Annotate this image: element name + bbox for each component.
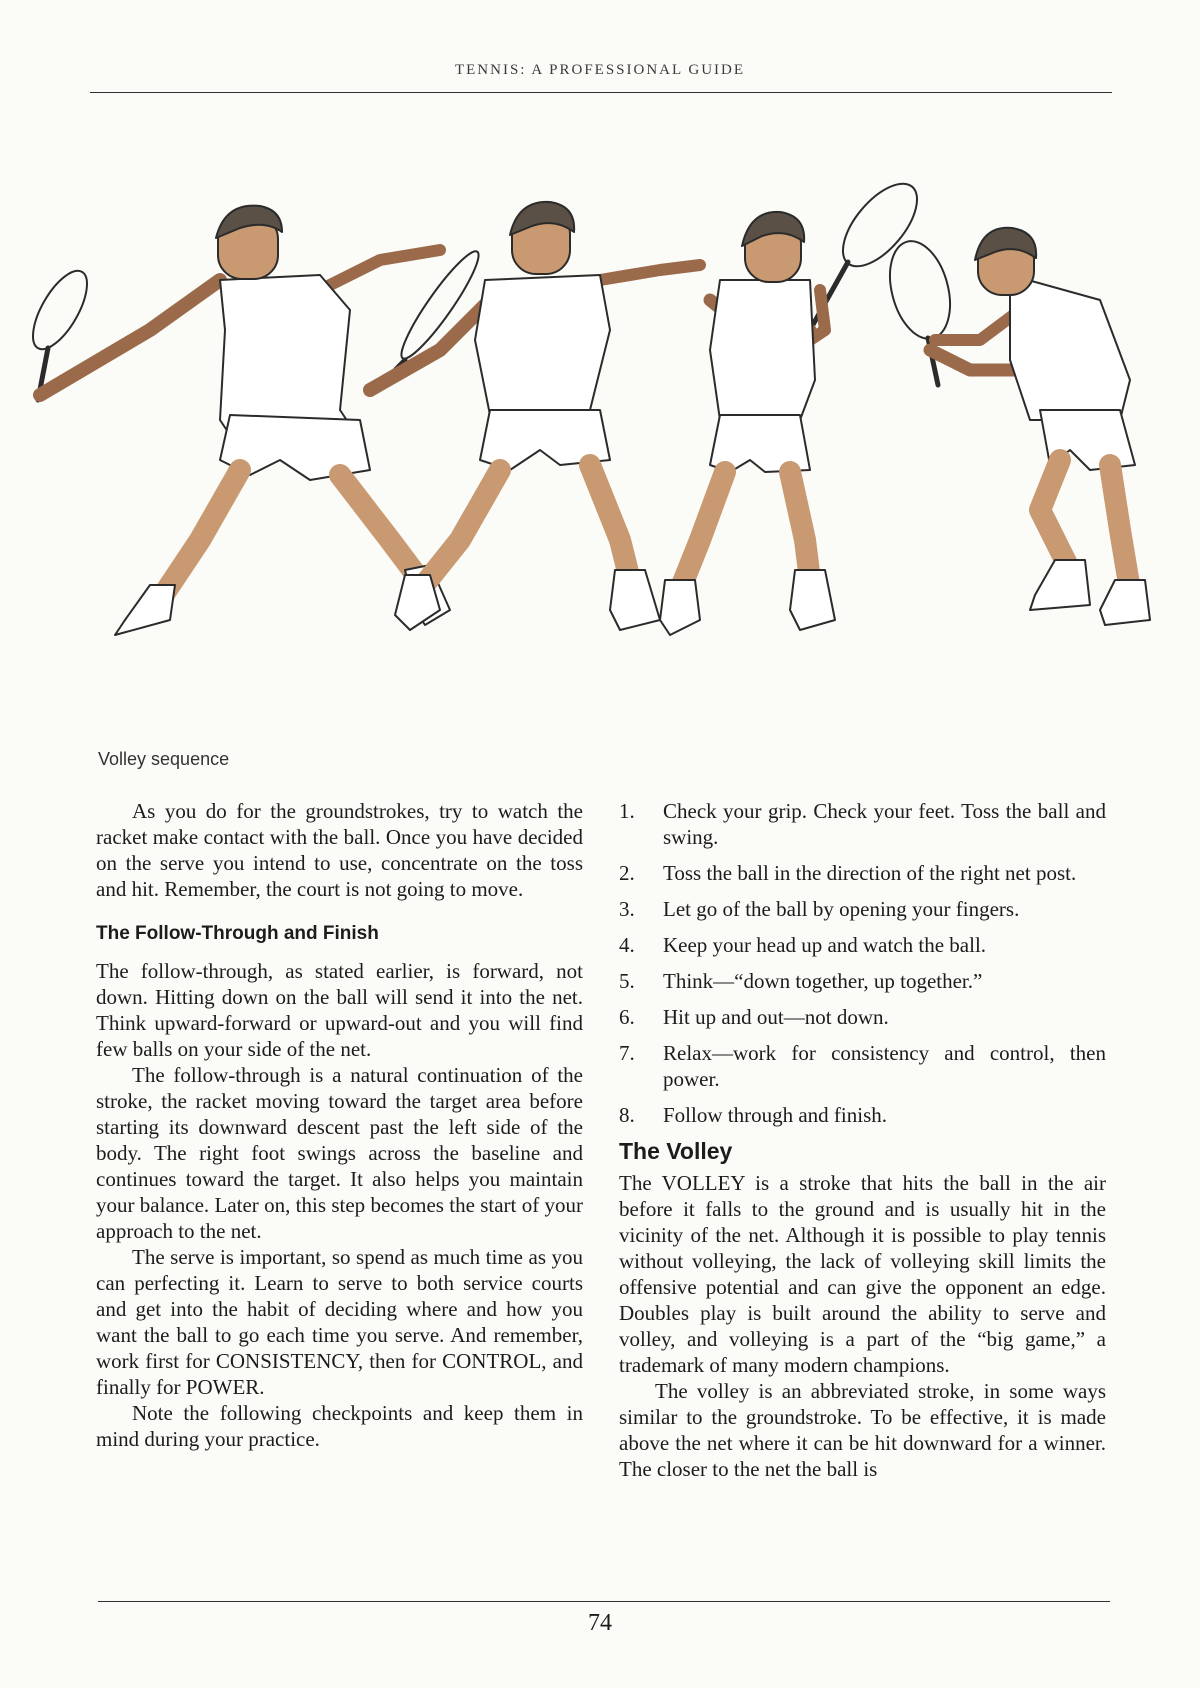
serve-paragraph: The serve is important, so spend as much time as you can perfecting it. Learn to serve to both service courts and get into the habit of deciding where and how you want the ball to go each time you serve. And remember, work first for CONSISTENCY, then for CONTROL, and finally for POWER. <box>96 1245 583 1399</box>
checkpoint-item: 7. Relax—work for consistency and control, then power. <box>619 1041 1106 1091</box>
figure-caption: Volley sequence <box>98 749 230 769</box>
player-figure-4 <box>880 228 1150 625</box>
checkpoint-item: 2. Toss the ball in the direction of the right net post. <box>619 861 1077 885</box>
volley-sequence-illustration <box>20 180 1180 700</box>
volley-heading: The Volley <box>619 1138 733 1164</box>
checkpoint-item: 5. Think—“down together, up together.” <box>619 969 983 993</box>
follow-through-paragraph-2: The follow-through is a natural continuation of the stroke, the racket moving toward the target area before starting its downward descent past the left side of the body. The right foot swings across the baseline and continues toward the target. It also helps you maintain your balance. Later on, this step becomes the start of your approach to the net. <box>96 1063 583 1243</box>
checkpoint-item: 1. Check your grip. Check your feet. Toss the ball and swing. <box>619 799 1106 849</box>
player-figure-3 <box>660 180 931 635</box>
volley-paragraph-1: The VOLLEY is a stroke that hits the ball in the air before it falls to the ground and is usually hit in the vicinity of the net. Although it is possible to play tennis without volleying, the lack of volleying skill limits the offensive potential and can give the opponent an edge. Doubles play is built around the ability to serve and volley, and volleying is a part of the “big game,” a trademark of many modern champions. <box>619 1171 1106 1377</box>
checkpoint-item: 6. Hit up and out—not down. <box>619 1005 889 1029</box>
intro-paragraph: As you do for the groundstrokes, try to watch the racket make contact with the ball. Once you have decided on the serve you intend to use, concentrate on the toss and hit. Remember, the court is not going to move. <box>96 799 583 901</box>
player-figure-1 <box>22 206 450 635</box>
follow-through-heading: The Follow-Through and Finish <box>96 923 379 944</box>
checkpoint-list <box>619 798 1106 1128</box>
left-column <box>96 798 583 1452</box>
checkpoints-intro: Note the following checkpoints and keep them in mind during your practice. <box>96 1401 583 1451</box>
header-rule <box>90 92 1112 93</box>
checkpoint-item: 8. Follow through and finish. <box>619 1103 887 1127</box>
page-number: 74 <box>588 1610 612 1636</box>
right-column <box>619 798 1106 1482</box>
running-head: TENNIS: A PROFESSIONAL GUIDE <box>454 62 746 78</box>
footer-rule <box>98 1601 1110 1602</box>
follow-through-paragraph-1: The follow-through, as stated earlier, is forward, not down. Hitting down on the ball will send it into the net. Think upward-forward or upward-out and you will find few balls on your side of the net. <box>96 959 583 1061</box>
checkpoint-item: 4. Keep your head up and watch the ball. <box>619 933 987 957</box>
checkpoint-item: 3. Let go of the ball by opening your fingers. <box>619 897 1020 921</box>
volley-paragraph-2: The volley is an abbreviated stroke, in some ways similar to the groundstroke. To be effective, it is made above the net where it can be hit downward for a winner. The closer to the net the ball is <box>619 1379 1106 1481</box>
